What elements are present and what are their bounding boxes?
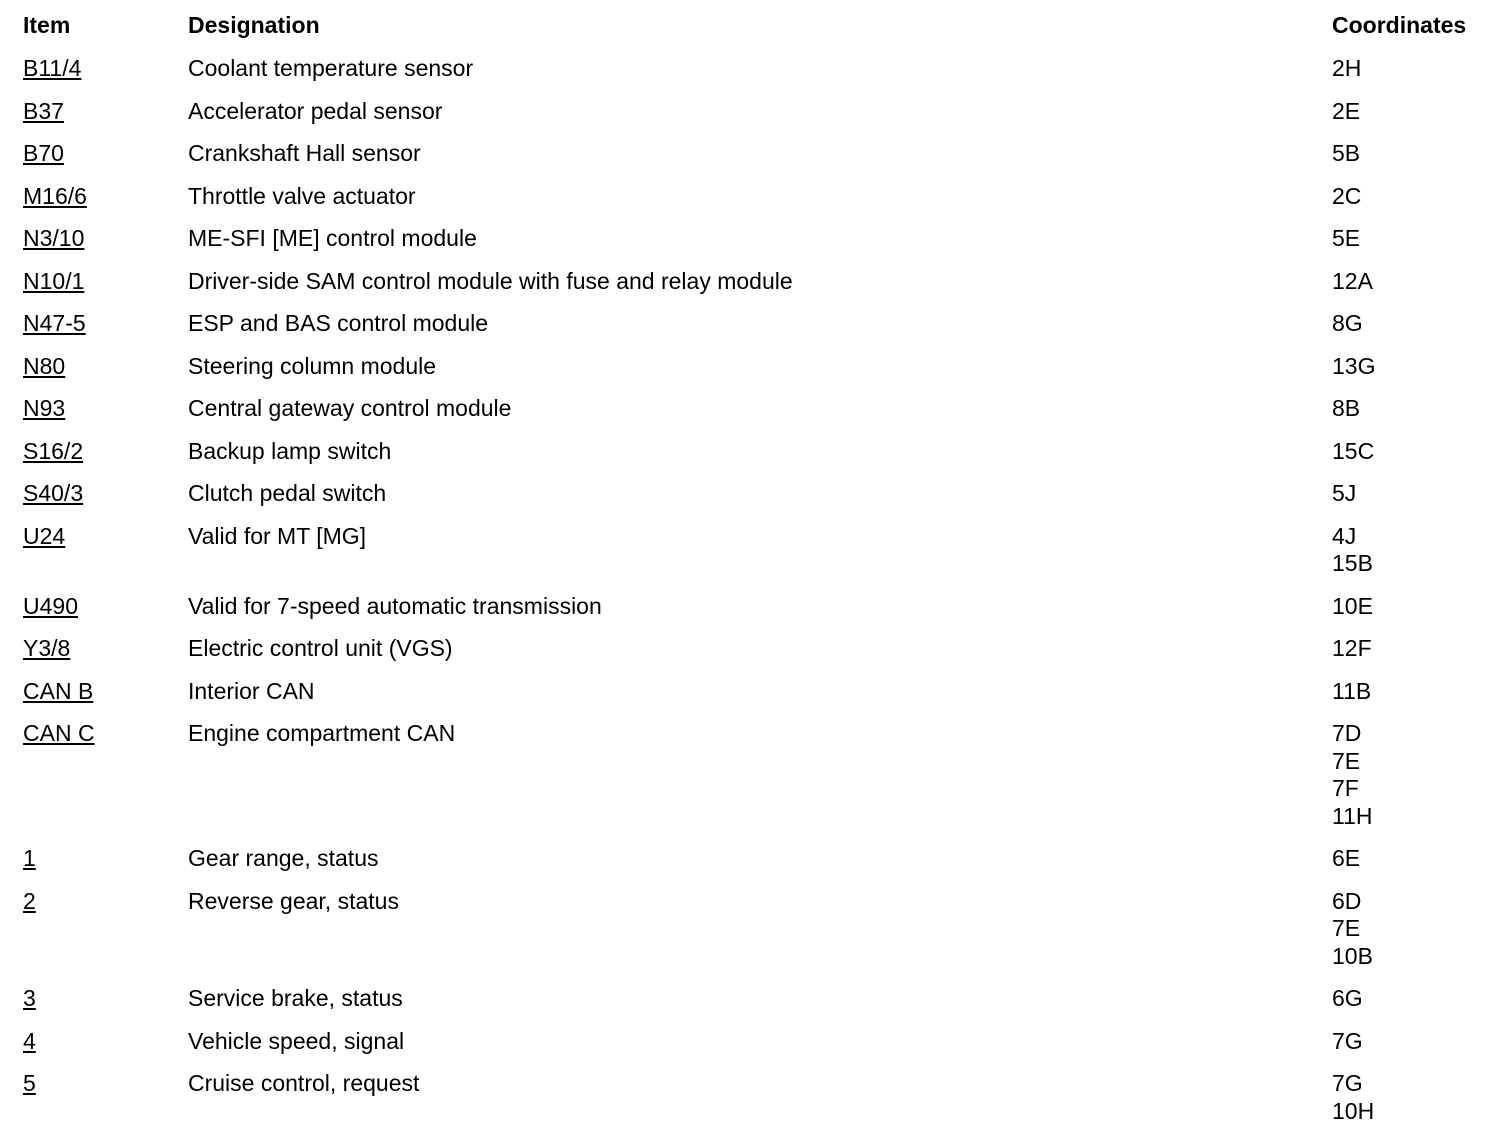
coordinate-value: 15C xyxy=(1332,437,1375,464)
table-row xyxy=(0,523,1504,578)
coordinates-cell xyxy=(1332,55,1361,83)
item-link[interactable]: U490 xyxy=(23,592,78,619)
item-cell xyxy=(23,183,87,211)
designation-cell: Valid for 7-speed automatic transmission xyxy=(188,592,602,619)
coordinate-value: 7G xyxy=(1332,1070,1363,1096)
item-link[interactable]: 3 xyxy=(23,985,36,1011)
item-cell xyxy=(23,593,78,621)
designation-cell: Coolant temperature sensor xyxy=(188,55,474,81)
item-link[interactable]: S16/2 xyxy=(23,437,84,464)
coordinates-cell xyxy=(1332,98,1360,126)
coordinate-value: 10B xyxy=(1332,942,1373,969)
item-cell xyxy=(23,353,65,381)
table-row xyxy=(0,310,1504,338)
item-cell xyxy=(23,480,83,508)
coordinates-cell xyxy=(1332,635,1372,663)
item-cell xyxy=(23,140,64,168)
table-row xyxy=(0,98,1504,126)
item-link[interactable]: M16/6 xyxy=(23,182,87,209)
item-cell xyxy=(23,310,86,338)
coordinates-cell xyxy=(1332,225,1360,253)
table-row xyxy=(0,140,1504,168)
designation-cell: Valid for MT [MG] xyxy=(188,522,367,549)
table-row xyxy=(0,888,1504,971)
designation-cell: ME-SFI [ME] control module xyxy=(188,225,477,251)
item-link[interactable]: Y3/8 xyxy=(23,635,71,661)
table-row xyxy=(0,720,1504,830)
designation-cell: Gear range, status xyxy=(188,845,379,871)
coordinate-value: 6G xyxy=(1332,985,1363,1011)
item-cell xyxy=(23,888,36,916)
coordinate-value: 5E xyxy=(1332,225,1361,251)
item-link[interactable]: N93 xyxy=(23,395,66,421)
item-link[interactable]: CAN C xyxy=(23,720,95,746)
item-link[interactable]: B70 xyxy=(23,140,64,166)
designation-cell: Crankshaft Hall sensor xyxy=(188,140,421,166)
table-row xyxy=(0,438,1504,466)
designation-cell: Electric control unit (VGS) xyxy=(188,635,453,661)
table-row xyxy=(0,1028,1504,1056)
item-cell xyxy=(23,1028,36,1056)
coordinates-cell xyxy=(1332,678,1371,706)
item-cell xyxy=(23,845,36,873)
coordinate-value: 11B xyxy=(1332,677,1372,704)
coordinate-value: 2E xyxy=(1332,97,1361,124)
table-row xyxy=(0,225,1504,253)
table-row xyxy=(0,635,1504,663)
coordinate-value: 10H xyxy=(1332,1097,1375,1124)
designation-cell: Engine compartment CAN xyxy=(188,720,456,746)
coordinate-value: 4J xyxy=(1332,522,1357,549)
coordinate-value: 2H xyxy=(1332,55,1362,81)
coordinates-cell xyxy=(1332,720,1373,830)
table-header xyxy=(0,12,1504,40)
coordinates-cell xyxy=(1332,593,1373,621)
item-link[interactable]: 5 xyxy=(23,1070,36,1096)
designation-cell: Accelerator pedal sensor xyxy=(188,97,443,124)
designation-cell: Central gateway control module xyxy=(188,395,512,421)
item-cell xyxy=(23,1070,36,1098)
coordinates-cell xyxy=(1332,438,1374,466)
header-designation: Designation xyxy=(188,12,320,38)
coordinate-value: 7G xyxy=(1332,1027,1363,1054)
coordinate-value: 5B xyxy=(1332,140,1361,166)
coordinates-cell xyxy=(1332,1070,1374,1125)
designation-cell: Steering column module xyxy=(188,352,437,379)
coordinate-value: 11H xyxy=(1332,802,1373,829)
table-row xyxy=(0,55,1504,83)
item-link[interactable]: 2 xyxy=(23,887,36,914)
table-row xyxy=(0,268,1504,296)
item-link[interactable]: N10/1 xyxy=(23,267,85,294)
item-link[interactable]: 1 xyxy=(23,845,36,871)
coordinate-value: 7F xyxy=(1332,775,1359,801)
item-cell xyxy=(23,268,84,296)
table-row xyxy=(0,593,1504,621)
table-row xyxy=(0,353,1504,381)
coordinates-cell xyxy=(1332,1028,1363,1056)
item-link[interactable]: 4 xyxy=(23,1027,36,1054)
designation-cell: Interior CAN xyxy=(188,677,315,704)
item-cell xyxy=(23,438,83,466)
coordinate-value: 7D xyxy=(1332,720,1362,746)
header-coordinates: Coordinates xyxy=(1332,12,1467,38)
designation-cell: ESP and BAS control module xyxy=(188,310,489,336)
coordinate-value: 2C xyxy=(1332,182,1362,209)
item-link[interactable]: U24 xyxy=(23,522,66,549)
designation-cell: Throttle valve actuator xyxy=(188,182,416,209)
table-row xyxy=(0,985,1504,1013)
coordinate-value: 15B xyxy=(1332,550,1373,576)
item-link[interactable]: S40/3 xyxy=(23,480,84,506)
designation-cell: Vehicle speed, signal xyxy=(188,1027,405,1054)
designation-cell: Clutch pedal switch xyxy=(188,480,387,506)
coordinate-value: 10E xyxy=(1332,592,1373,619)
coordinate-value: 8B xyxy=(1332,395,1361,421)
designation-cell: Reverse gear, status xyxy=(188,887,399,914)
item-cell xyxy=(23,98,64,126)
designation-cell: Driver-side SAM control module with fuse and relay module xyxy=(188,267,793,294)
item-cell xyxy=(23,635,70,663)
item-cell xyxy=(23,55,81,83)
table-row xyxy=(0,183,1504,211)
coordinates-cell xyxy=(1332,353,1375,381)
item-link[interactable]: N3/10 xyxy=(23,225,85,251)
designation-cell: Cruise control, request xyxy=(188,1070,420,1096)
item-link[interactable]: B37 xyxy=(23,97,64,124)
designation-cell: Service brake, status xyxy=(188,985,403,1011)
coordinate-value: 8G xyxy=(1332,310,1363,336)
item-cell xyxy=(23,395,65,423)
item-cell xyxy=(23,720,95,748)
coordinates-cell xyxy=(1332,268,1373,296)
item-link[interactable]: N80 xyxy=(23,352,66,379)
coordinate-value: 6E xyxy=(1332,845,1361,871)
item-cell xyxy=(23,678,93,706)
table-row xyxy=(0,845,1504,873)
table-row xyxy=(0,480,1504,508)
coordinates-cell xyxy=(1332,310,1363,338)
designation-cell: Backup lamp switch xyxy=(188,437,392,464)
header-item: Item xyxy=(23,12,71,38)
item-link[interactable]: CAN B xyxy=(23,677,94,704)
coordinate-value: 12F xyxy=(1332,635,1372,661)
coordinate-value: 7E xyxy=(1332,747,1361,774)
item-cell xyxy=(23,225,84,253)
coordinate-value: 6D xyxy=(1332,887,1362,914)
item-link[interactable]: N47-5 xyxy=(23,310,86,336)
item-link[interactable]: B11/4 xyxy=(23,55,82,81)
coordinates-cell xyxy=(1332,845,1360,873)
coordinate-value: 7E xyxy=(1332,915,1361,941)
coordinates-cell xyxy=(1332,523,1373,578)
coordinates-cell xyxy=(1332,183,1361,211)
coordinates-cell xyxy=(1332,480,1356,508)
table-row xyxy=(0,395,1504,423)
coordinates-cell xyxy=(1332,395,1360,423)
table-row xyxy=(0,678,1504,706)
item-cell xyxy=(23,985,36,1013)
coordinates-cell xyxy=(1332,888,1373,971)
coordinate-value: 12A xyxy=(1332,267,1373,294)
coordinate-value: 13G xyxy=(1332,352,1376,379)
coordinate-value: 5J xyxy=(1332,480,1357,506)
coordinates-cell xyxy=(1332,140,1360,168)
coordinates-cell xyxy=(1332,985,1363,1013)
table-row xyxy=(0,1070,1504,1125)
item-cell xyxy=(23,523,65,551)
